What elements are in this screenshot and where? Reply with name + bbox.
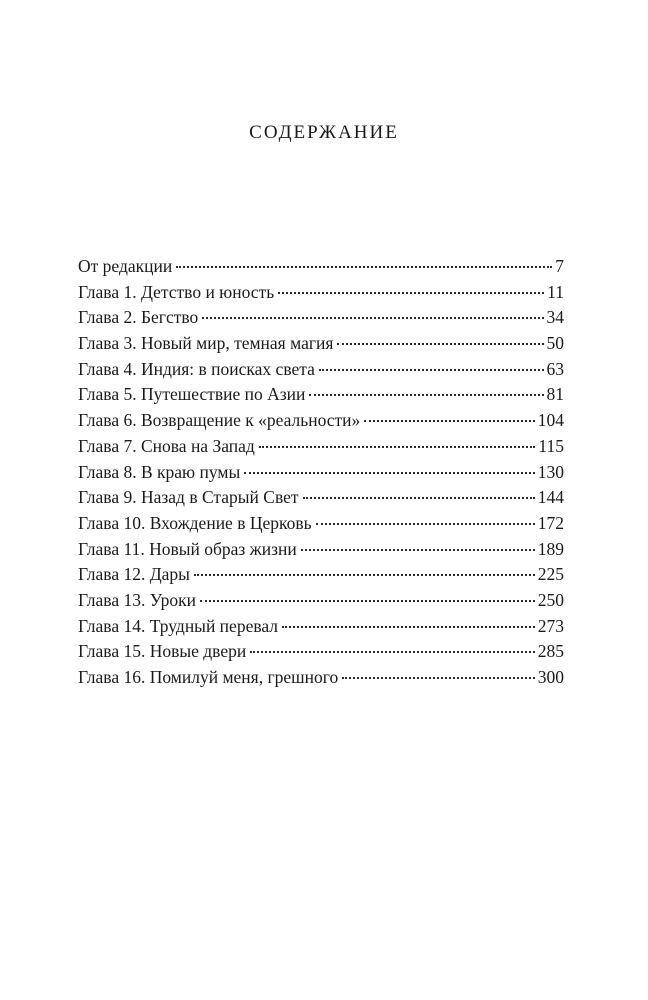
dot-leader — [319, 369, 544, 371]
toc-entry-page: 34 — [546, 307, 564, 328]
toc-entry-page: 144 — [537, 487, 564, 508]
dot-leader — [200, 600, 535, 602]
toc-entry — [78, 382, 564, 408]
dot-leader — [202, 317, 543, 319]
toc-entry-title: Глава 7. Снова на Запад — [78, 435, 255, 456]
toc-entry — [78, 588, 564, 614]
toc-entry-page: 285 — [537, 641, 564, 662]
dot-leader — [301, 549, 535, 551]
toc-entry-title: Глава 15. Новые двери — [78, 641, 247, 662]
toc-entry-page: 273 — [537, 615, 564, 636]
toc-entry-page: 104 — [537, 410, 564, 431]
toc-entry — [78, 614, 564, 640]
toc-entry — [78, 485, 564, 511]
dot-leader — [337, 343, 543, 345]
toc-entry-title: Глава 12. Дары — [78, 564, 190, 585]
toc-entry-title: Глава 13. Уроки — [78, 589, 196, 610]
toc-entry — [78, 305, 564, 331]
toc-entry-title: Глава 2. Бегство — [78, 307, 199, 328]
toc-entry-title: Глава 6. Возвращение к «реальности» — [78, 410, 361, 431]
dot-leader — [176, 266, 552, 268]
toc-entry — [78, 357, 564, 383]
toc-entry-page: 250 — [537, 589, 564, 610]
dot-leader — [259, 446, 536, 448]
dot-leader — [316, 523, 535, 525]
toc-entry-title: Глава 9. Назад в Старый Свет — [78, 487, 299, 508]
toc-entry-page: 7 — [555, 256, 564, 276]
toc-entry — [78, 511, 564, 537]
toc-entry — [78, 331, 564, 357]
dot-leader — [278, 292, 544, 294]
toc-entry-title: Глава 3. Новый мир, темная магия — [78, 333, 334, 354]
toc-entry-page: 50 — [546, 333, 564, 354]
toc-entry-title: Глава 5. Путешествие по Азии — [78, 384, 306, 405]
dot-leader — [303, 497, 535, 499]
toc-entry-page: 225 — [537, 564, 564, 585]
toc-entry-page: 115 — [538, 435, 564, 456]
dot-leader — [309, 394, 543, 396]
toc-entry — [78, 639, 564, 665]
toc-entry-page: 172 — [537, 512, 564, 533]
toc-entry-page: 300 — [537, 667, 564, 687]
dot-leader — [364, 420, 534, 422]
toc-entry-title: Глава 14. Трудный перевал — [78, 615, 279, 636]
toc-entry — [78, 460, 564, 486]
toc-entry — [78, 665, 564, 691]
toc-entry-title: Глава 16. Помилуй меня, грешного — [78, 667, 339, 687]
toc-entry-title: Глава 1. Детство и юность — [78, 281, 275, 302]
toc-entry-title: Глава 8. В краю пумы — [78, 461, 241, 482]
toc-entry-title: Глава 10. Вхождение в Церковь — [78, 512, 312, 533]
toc-entry — [78, 408, 564, 434]
toc-entry-page: 11 — [547, 281, 564, 302]
dot-leader — [250, 651, 535, 653]
dot-leader — [194, 574, 535, 576]
toc-entry-title: Глава 4. Индия: в поисках света — [78, 358, 315, 379]
toc-entry-page: 81 — [546, 384, 564, 405]
toc-entry-title: Глава 11. Новый образ жизни — [78, 538, 297, 559]
page-title: СОДЕРЖАНИЕ — [249, 122, 399, 143]
toc-entry — [78, 280, 564, 306]
dot-leader — [244, 472, 535, 474]
toc-entry — [78, 562, 564, 588]
dot-leader — [282, 626, 535, 628]
toc-entry — [78, 434, 564, 460]
toc-entry-page: 189 — [537, 538, 564, 559]
toc-entry-title: От редакции — [78, 256, 173, 276]
toc-entry — [78, 254, 564, 280]
toc-entry — [78, 537, 564, 563]
table-of-contents — [78, 254, 564, 691]
toc-entry-page: 63 — [546, 358, 564, 379]
dot-leader — [342, 677, 535, 679]
toc-entry-page: 130 — [537, 461, 564, 482]
